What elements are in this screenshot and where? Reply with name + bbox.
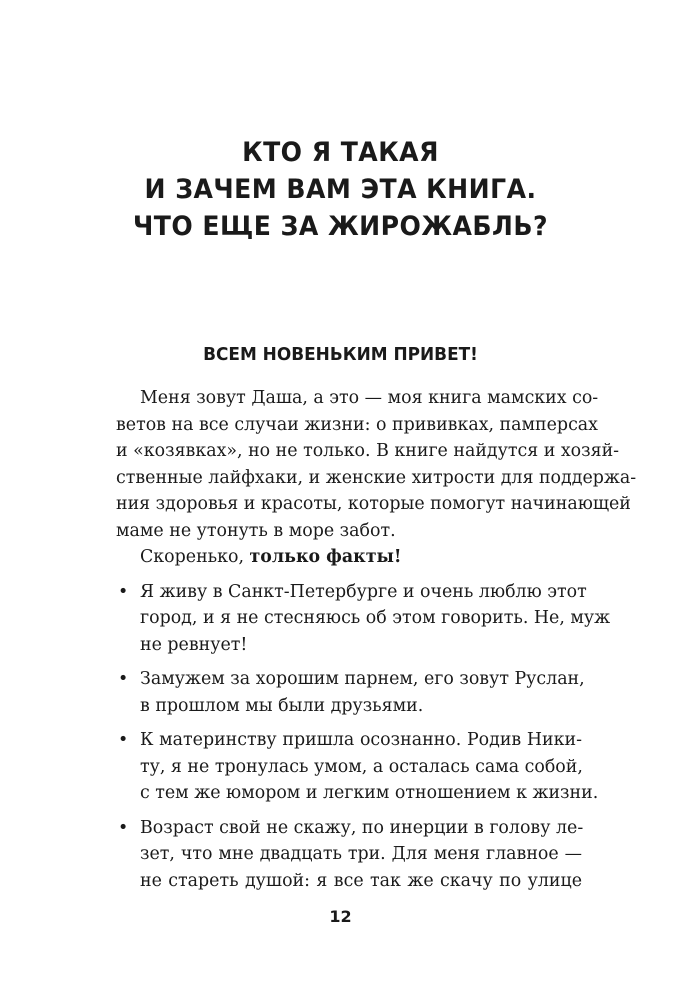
text-line: ветов на все случаи жизни: о прививках, памперсах <box>116 414 598 435</box>
list-item <box>116 666 585 719</box>
text-line: Возраст свой не скажу, по инерции в голову ле- <box>140 817 584 838</box>
text-line: с тем же юмором и легким отношением к жизни. <box>140 783 599 803</box>
bullet-icon: • <box>118 581 129 602</box>
bullet-icon: • <box>118 730 129 750</box>
text-line: маме не утонуть в море забот. <box>116 520 396 541</box>
list-item <box>116 579 611 659</box>
text-line: Меня зовут Даша, а это — моя книга мамских со- <box>140 388 599 408</box>
text-line: К материнству пришла осознанно. Родив Ники- <box>140 730 582 750</box>
facts-intro-text: Скоренько, <box>140 547 250 567</box>
bullet-icon: • <box>118 669 129 689</box>
facts-intro <box>116 544 582 571</box>
chapter-title-line: ЧТО ЕЩЕ ЗА ЖИРОЖАБЛЬ? <box>132 211 548 242</box>
text-line: город, и я не стесняюсь об этом говорить. Не, муж <box>140 608 611 628</box>
text-line: ния здоровья и красоты, которые помогут начинающей <box>116 494 631 514</box>
text-line: Я живу в Санкт-Петербурге и очень люблю этот <box>140 581 587 602</box>
text-line: и «козявках», но не только. В книге найдутся и хозяй- <box>116 441 620 461</box>
body-text <box>116 385 637 894</box>
text-line <box>116 544 582 571</box>
chapter-title-line: КТО Я ТАКАЯ <box>242 137 439 168</box>
bullet-icon: • <box>118 817 129 838</box>
intro-paragraph <box>116 385 637 544</box>
list-item <box>116 727 599 807</box>
text-line: в прошлом мы были друзьями. <box>140 695 424 716</box>
list-item <box>116 815 582 895</box>
text-line: Замужем за хорошим парнем, его зовут Руслан, <box>140 669 585 689</box>
text-line: ту, я не тронулась умом, а осталась сама собой, <box>140 756 583 777</box>
text-line: зет, что мне двадцать три. Для меня главное — <box>140 844 582 864</box>
chapter-title <box>24 134 657 245</box>
text-line: не ревнует! <box>140 634 248 655</box>
section-heading: ВСЕМ НОВЕНЬКИМ ПРИВЕТ! <box>203 344 478 365</box>
chapter-title-line: И ЗАЧЕМ ВАМ ЭТА КНИГА. <box>144 174 537 205</box>
text-line: ственные лайфхаки, и женские хитрости для поддержа- <box>116 467 637 488</box>
page-number: 12 <box>329 907 352 926</box>
facts-list <box>116 579 611 895</box>
text-line: не стареть душой: я все так же скачу по улице <box>140 870 582 891</box>
facts-intro-bold: только факты! <box>249 547 402 567</box>
